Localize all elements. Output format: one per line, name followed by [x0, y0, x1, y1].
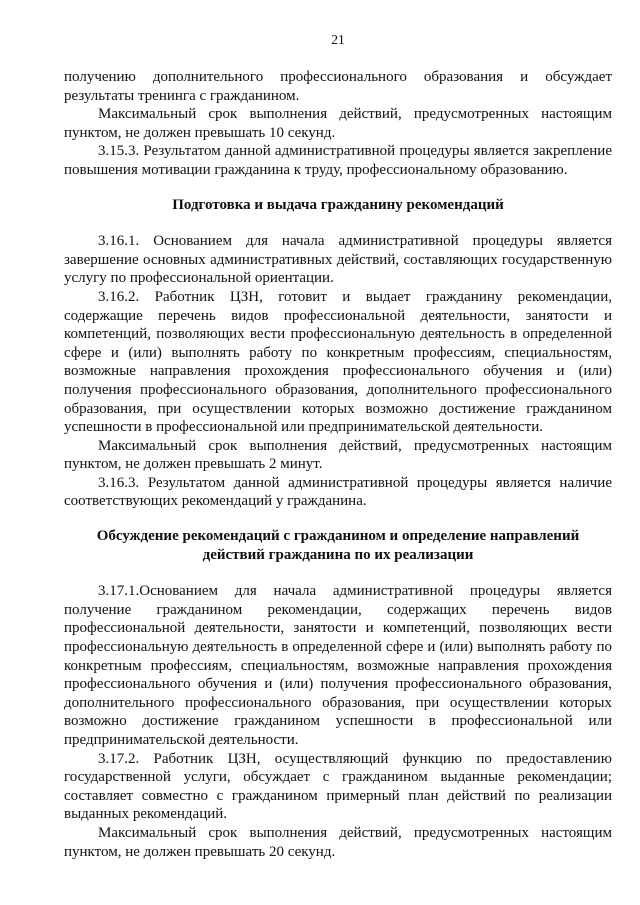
- section-1-heading: Подготовка и выдача гражданину рекомендаций: [172, 196, 504, 213]
- section-2-heading: [64, 527, 612, 564]
- section-2-paragraph-2: 3.17.2. Работник ЦЗН, осуществляющий функцию по предоставлению государственной услуги, обсуждает с гражданином выданные рекомендации; составляет совместно с гражданином примерный план действий по реализации выданных рекомендаций.: [64, 750, 612, 823]
- section-1-paragraph-2: 3.16.2. Работник ЦЗН, готовит и выдает гражданину рекомендации, содержащие перечень видов профессиональной деятельности, занятости и компетенций, позволяющих вести профессиональную деятельность в определенной сфере и (или) выполнять работу по конкретным профессиям, специальностям, возможные направления прохождения профессионального обучения и (или) получения профессионального образования, дополнительного профессионального образования, при осуществлении которых возможно достижение гражданином успешности в профессиональной или предпринимательской деятельности.: [64, 288, 612, 436]
- intro-paragraph-1: получению дополнительного профессионального образования и обсуждает результаты тренинга с гражданином.: [64, 69, 612, 104]
- intro-paragraph-3: 3.15.3. Результатом данной административной процедуры является закрепление повышения мотивации гражданина к труду, профессиональному образованию.: [64, 143, 612, 178]
- intro-paragraph-2: Максимальный срок выполнения действий, предусмотренных настоящим пунктом, не должен превышать 10 секунд.: [64, 106, 612, 141]
- document-page: [64, 32, 612, 861]
- section-2-heading-line-2: действий гражданина по их реализации: [202, 546, 474, 563]
- section-2-paragraph-3: Максимальный срок выполнения действий, предусмотренных настоящим пунктом, не должен превышать 20 секунд.: [64, 824, 612, 860]
- section-2-heading-line-1: Обсуждение рекомендаций с гражданином и определение направлений: [96, 528, 580, 545]
- section-1-paragraph-1: 3.16.1. Основанием для начала административной процедуры является завершение основных административных действий, составляющих государственную услугу по профессиональной ориентации.: [64, 233, 612, 287]
- page-number: 21: [331, 32, 345, 47]
- section-2-paragraph-1: 3.17.1.Основанием для начала административной процедуры является получение гражданином рекомендации, содержащих перечень видов профессиональной деятельности, занятости и компетенций, позволяющих вести профессиональную деятельность в определенной сфере и (или) выполнять работу по конкретным профессиям, специальностям, возможные направления прохождения профессионального обучения и (или) получения профессионального образования, дополнительного профессионального образования, при осуществлении которых возможно достижение гражданином успешности в профессиональной или предпринимательской деятельности.: [64, 583, 612, 748]
- section-1-paragraph-4: 3.16.3. Результатом данной административной процедуры является наличие соответствующих рекомендаций у гражданина.: [64, 474, 612, 510]
- section-1-paragraph-3: Максимальный срок выполнения действий, предусмотренных настоящим пунктом, не должен превышать 2 минут.: [64, 437, 612, 473]
